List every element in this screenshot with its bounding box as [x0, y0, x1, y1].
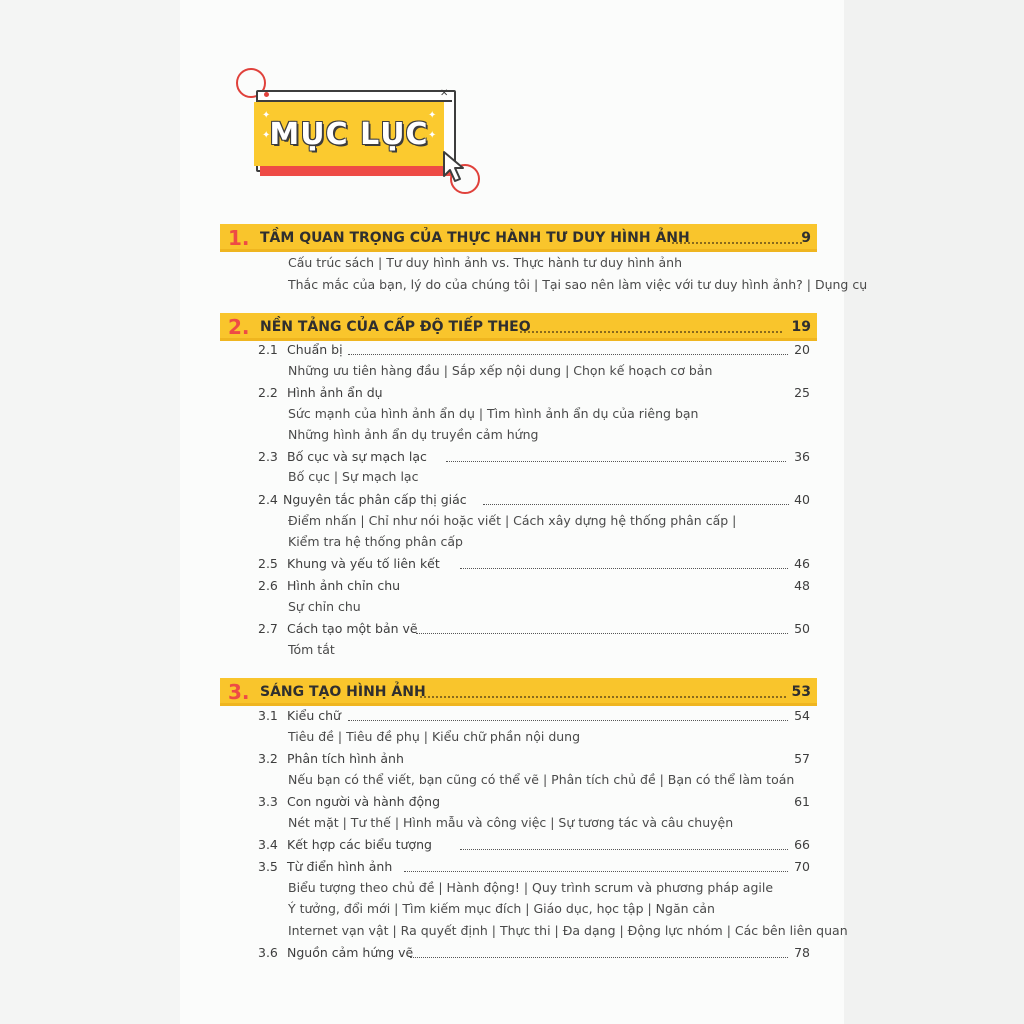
toc-item[interactable] [258, 836, 810, 854]
toc-item[interactable] [258, 341, 810, 359]
item-page: 54 [794, 708, 810, 723]
toc-item[interactable] [258, 491, 810, 509]
item-page: 50 [794, 621, 810, 636]
item-title: Bố cục và sự mạch lạc [287, 449, 427, 464]
toc-item[interactable] [258, 750, 810, 768]
sparkle-icon: ✦ [428, 130, 437, 141]
toc-item[interactable] [258, 620, 810, 638]
item-description: Sự chỉn chu [288, 599, 361, 614]
section-1-bar[interactable] [220, 224, 817, 252]
item-title: Kết hợp các biểu tượng [287, 837, 432, 852]
leader-dots [446, 461, 786, 462]
leader-dots [348, 720, 788, 721]
leader-dots [460, 849, 788, 850]
close-icon: ✕ [440, 88, 449, 99]
item-title: Hình ảnh ẩn dụ [287, 385, 383, 400]
item-page: 48 [794, 578, 810, 593]
page-title: MỤC LỤC [269, 116, 429, 152]
toc-item[interactable] [258, 944, 810, 962]
item-title: Hình ảnh chỉn chu [287, 578, 401, 593]
leader-dots [404, 871, 788, 872]
item-description: Nếu bạn có thể viết, bạn cũng có thể vẽ | Phân tích chủ đề | Bạn có thể làm toán [288, 772, 795, 787]
item-title: Từ điển hình ảnh [287, 859, 393, 874]
section-number: 1. [228, 226, 250, 250]
leader-dots [520, 331, 782, 333]
item-description: Sức mạnh của hình ảnh ẩn dụ | Tìm hình ảnh ẩn dụ của riêng bạn [288, 406, 699, 421]
section-description: Cấu trúc sách | Tư duy hình ảnh vs. Thực hành tư duy hình ảnh [288, 255, 682, 270]
toc-header-graphic [236, 68, 496, 198]
toc-item[interactable] [258, 858, 810, 876]
item-number: 2.4 [258, 492, 278, 507]
item-number: 3.1 [258, 708, 278, 723]
item-description: Điểm nhấn | Chỉ như nói hoặc viết | Cách xây dựng hệ thống phân cấp | [288, 513, 737, 528]
toc-item[interactable] [258, 384, 810, 402]
item-description: Biểu tượng theo chủ đề | Hành động! | Quy trình scrum và phương pháp agile [288, 880, 774, 895]
section-page: 19 [791, 319, 811, 335]
item-title: Kiểu chữ [287, 708, 341, 723]
item-title: Con người và hành động [287, 794, 441, 809]
item-description: Nét mặt | Tư thế | Hình mẫu và công việc | Sự tương tác và câu chuyện [288, 815, 734, 830]
item-number: 3.4 [258, 837, 278, 852]
leader-dots [460, 568, 788, 569]
item-number: 3.3 [258, 794, 278, 809]
item-number: 2.5 [258, 556, 278, 571]
item-page: 20 [794, 342, 810, 357]
item-number: 2.1 [258, 342, 278, 357]
section-3-bar[interactable] [220, 678, 817, 706]
leader-dots [348, 354, 788, 355]
toc-item[interactable] [258, 577, 810, 595]
item-title: Nguyên tắc phân cấp thị giác [283, 492, 467, 507]
section-title: TẦM QUAN TRỌNG CỦA THỰC HÀNH TƯ DUY HÌNH ẢNH [260, 230, 690, 246]
item-title: Phân tích hình ảnh [287, 751, 404, 766]
item-number: 2.6 [258, 578, 278, 593]
item-page: 61 [794, 794, 810, 809]
leader-dots [410, 957, 788, 958]
toc-item[interactable] [258, 793, 810, 811]
item-page: 46 [794, 556, 810, 571]
section-number: 2. [228, 315, 250, 339]
item-title: Nguồn cảm hứng vẽ [287, 945, 414, 960]
item-page: 36 [794, 449, 810, 464]
item-description: Bố cục | Sự mạch lạc [288, 469, 419, 484]
sparkle-icon: ✦ [262, 130, 271, 141]
toc-item[interactable] [258, 707, 810, 725]
leader-dots [416, 633, 788, 634]
item-number: 3.6 [258, 945, 278, 960]
item-page: 78 [794, 945, 810, 960]
item-description: Những ưu tiên hàng đầu | Sắp xếp nội dung | Chọn kế hoạch cơ bản [288, 363, 713, 378]
leader-dots [672, 242, 802, 244]
item-description: Internet vạn vật | Ra quyết định | Thực thi | Đa dạng | Động lực nhóm | Các bên liên quan [288, 923, 848, 938]
section-number: 3. [228, 680, 250, 704]
toc-item[interactable] [258, 555, 810, 573]
item-description: Ý tưởng, đổi mới | Tìm kiếm mục đích | Giáo dục, học tập | Ngăn cản [288, 901, 715, 916]
sparkle-icon: ✦ [428, 110, 437, 121]
item-description: Tiêu đề | Tiêu đề phụ | Kiểu chữ phần nội dung [288, 729, 581, 744]
leader-dots [420, 696, 786, 698]
item-number: 2.3 [258, 449, 278, 464]
item-description: Những hình ảnh ẩn dụ truyền cảm hứng [288, 427, 539, 442]
item-number: 3.5 [258, 859, 278, 874]
background-left [0, 0, 180, 1024]
item-number: 2.2 [258, 385, 278, 400]
item-description: Tóm tắt [288, 642, 335, 657]
item-title: Chuẩn bị [287, 342, 343, 357]
section-page: 53 [791, 684, 811, 700]
window-title-bar [256, 90, 452, 102]
section-title: SÁNG TẠO HÌNH ẢNH [260, 684, 426, 700]
mouse-cursor-icon [442, 150, 476, 186]
leader-dots [483, 504, 789, 505]
item-title: Khung và yếu tố liên kết [287, 556, 440, 571]
background-right [844, 0, 1024, 1024]
section-2-bar[interactable] [220, 313, 817, 341]
toc-item[interactable] [258, 448, 810, 466]
sparkle-icon: ✦ [262, 110, 271, 121]
item-page: 66 [794, 837, 810, 852]
section-title: NỀN TẢNG CỦA CẤP ĐỘ TIẾP THEO [260, 319, 531, 335]
item-title: Cách tạo một bản vẽ [287, 621, 418, 636]
item-description: Kiểm tra hệ thống phân cấp [288, 534, 463, 549]
section-description: Thắc mắc của bạn, lý do của chúng tôi | Tại sao nên làm việc với tư duy hình ảnh? | Dụng cụ [288, 277, 868, 292]
item-page: 25 [794, 385, 810, 400]
item-number: 3.2 [258, 751, 278, 766]
item-page: 70 [794, 859, 810, 874]
item-page: 40 [794, 492, 810, 507]
section-page: 9 [801, 230, 811, 246]
item-page: 57 [794, 751, 810, 766]
item-number: 2.7 [258, 621, 278, 636]
window-dot-icon [264, 92, 269, 97]
